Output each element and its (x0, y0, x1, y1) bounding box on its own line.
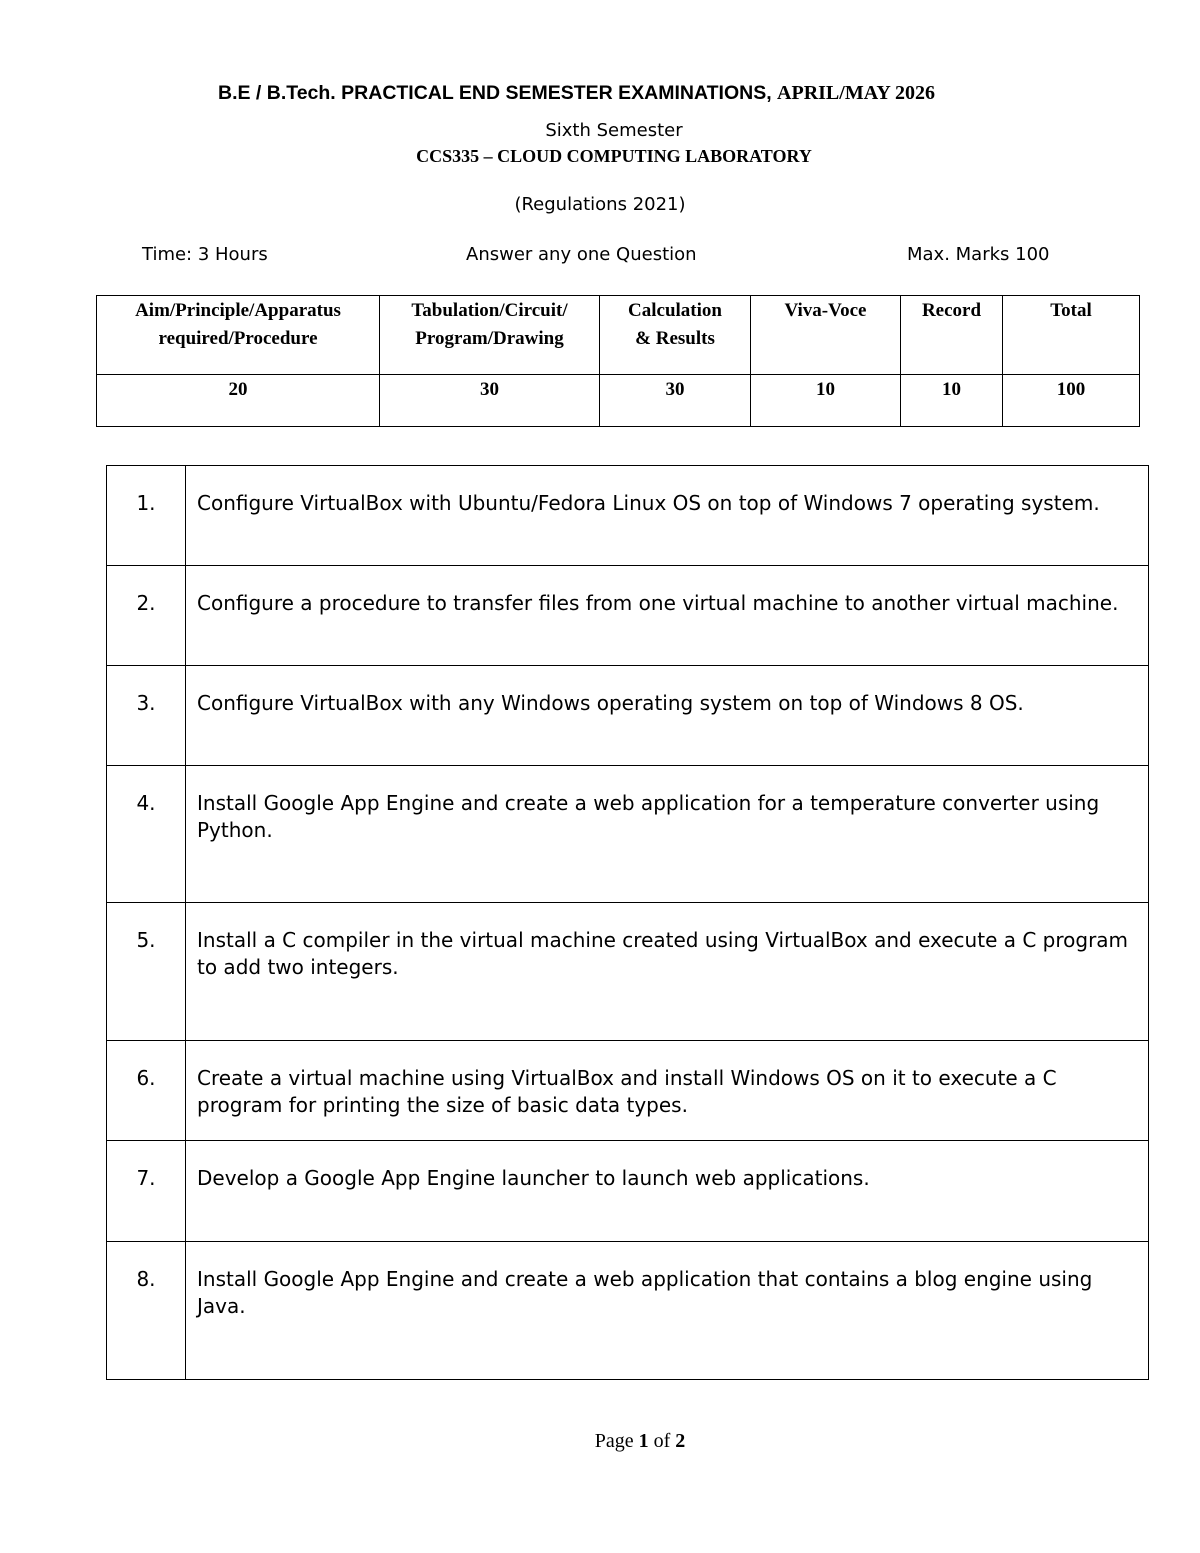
question-text: Install Google App Engine and create a web application that contains a blog engine using Java. (186, 1242, 1149, 1380)
question-row (107, 566, 1149, 666)
course-title: CCS335 – CLOUD COMPUTING LABORATORY (416, 146, 812, 166)
marks-header-cell: Aim/Principle/Apparatus required/Procedure (97, 296, 380, 375)
question-text: Create a virtual machine using VirtualBox and install Windows OS on it to execute a C program for printing the size of basic data types. (186, 1041, 1149, 1141)
question-number: 4. (107, 766, 186, 903)
marks-value-cell: 10 (751, 375, 901, 427)
semester: Sixth Semester (545, 120, 683, 141)
marks-header-cell: Tabulation/Circuit/ Program/Drawing (380, 296, 600, 375)
exam-title (0, 82, 1153, 105)
question-number: 8. (107, 1242, 186, 1380)
marks-value-cell: 100 (1003, 375, 1140, 427)
exam-duration: Time: 3 Hours (142, 244, 268, 265)
exam-title-main: B.E / B.Tech. PRACTICAL END SEMESTER EXAMINATIONS, (217, 82, 772, 104)
question-text: Develop a Google App Engine launcher to launch web applications. (186, 1141, 1149, 1242)
question-row (107, 666, 1149, 766)
question-row (107, 1041, 1149, 1141)
question-number: 6. (107, 1041, 186, 1141)
question-text: Configure VirtualBox with Ubuntu/Fedora Linux OS on top of Windows 7 operating system. (186, 466, 1149, 566)
question-number: 2. (107, 566, 186, 666)
question-text: Install Google App Engine and create a web application for a temperature converter using Python. (186, 766, 1149, 903)
marks-values-row (97, 375, 1140, 427)
question-row (107, 466, 1149, 566)
marks-header-cell: Record (901, 296, 1003, 375)
question-text: Configure a procedure to transfer files from one virtual machine to another virtual machine. (186, 566, 1149, 666)
question-row (107, 1242, 1149, 1380)
marks-header-cell: Viva-Voce (751, 296, 901, 375)
current-page-number: 1 (638, 1430, 649, 1452)
marks-distribution-table (96, 295, 1140, 427)
total-page-count: 2 (675, 1430, 686, 1452)
question-row (107, 903, 1149, 1041)
question-text: Install a C compiler in the virtual machine created using VirtualBox and execute a C program to add two integers. (186, 903, 1149, 1041)
marks-value-cell: 20 (97, 375, 380, 427)
max-marks: Max. Marks 100 (907, 244, 1050, 265)
exam-session: APRIL/MAY 2026 (777, 82, 936, 104)
marks-header-cell: Calculation & Results (600, 296, 751, 375)
marks-header-row (97, 296, 1140, 375)
exam-instruction: Answer any one Question (466, 244, 697, 265)
question-text: Configure VirtualBox with any Windows operating system on top of Windows 8 OS. (186, 666, 1149, 766)
marks-header-cell: Total (1003, 296, 1140, 375)
question-number: 3. (107, 666, 186, 766)
marks-value-cell: 30 (600, 375, 751, 427)
regulations: (Regulations 2021) (514, 194, 686, 215)
questions-table (106, 465, 1149, 1380)
marks-value-cell: 30 (380, 375, 600, 427)
question-number: 5. (107, 903, 186, 1041)
question-row (107, 766, 1149, 903)
question-row (107, 1141, 1149, 1242)
question-number: 1. (107, 466, 186, 566)
marks-value-cell: 10 (901, 375, 1003, 427)
page-number-footer: Page 1 of 2 (594, 1430, 686, 1452)
question-number: 7. (107, 1141, 186, 1242)
